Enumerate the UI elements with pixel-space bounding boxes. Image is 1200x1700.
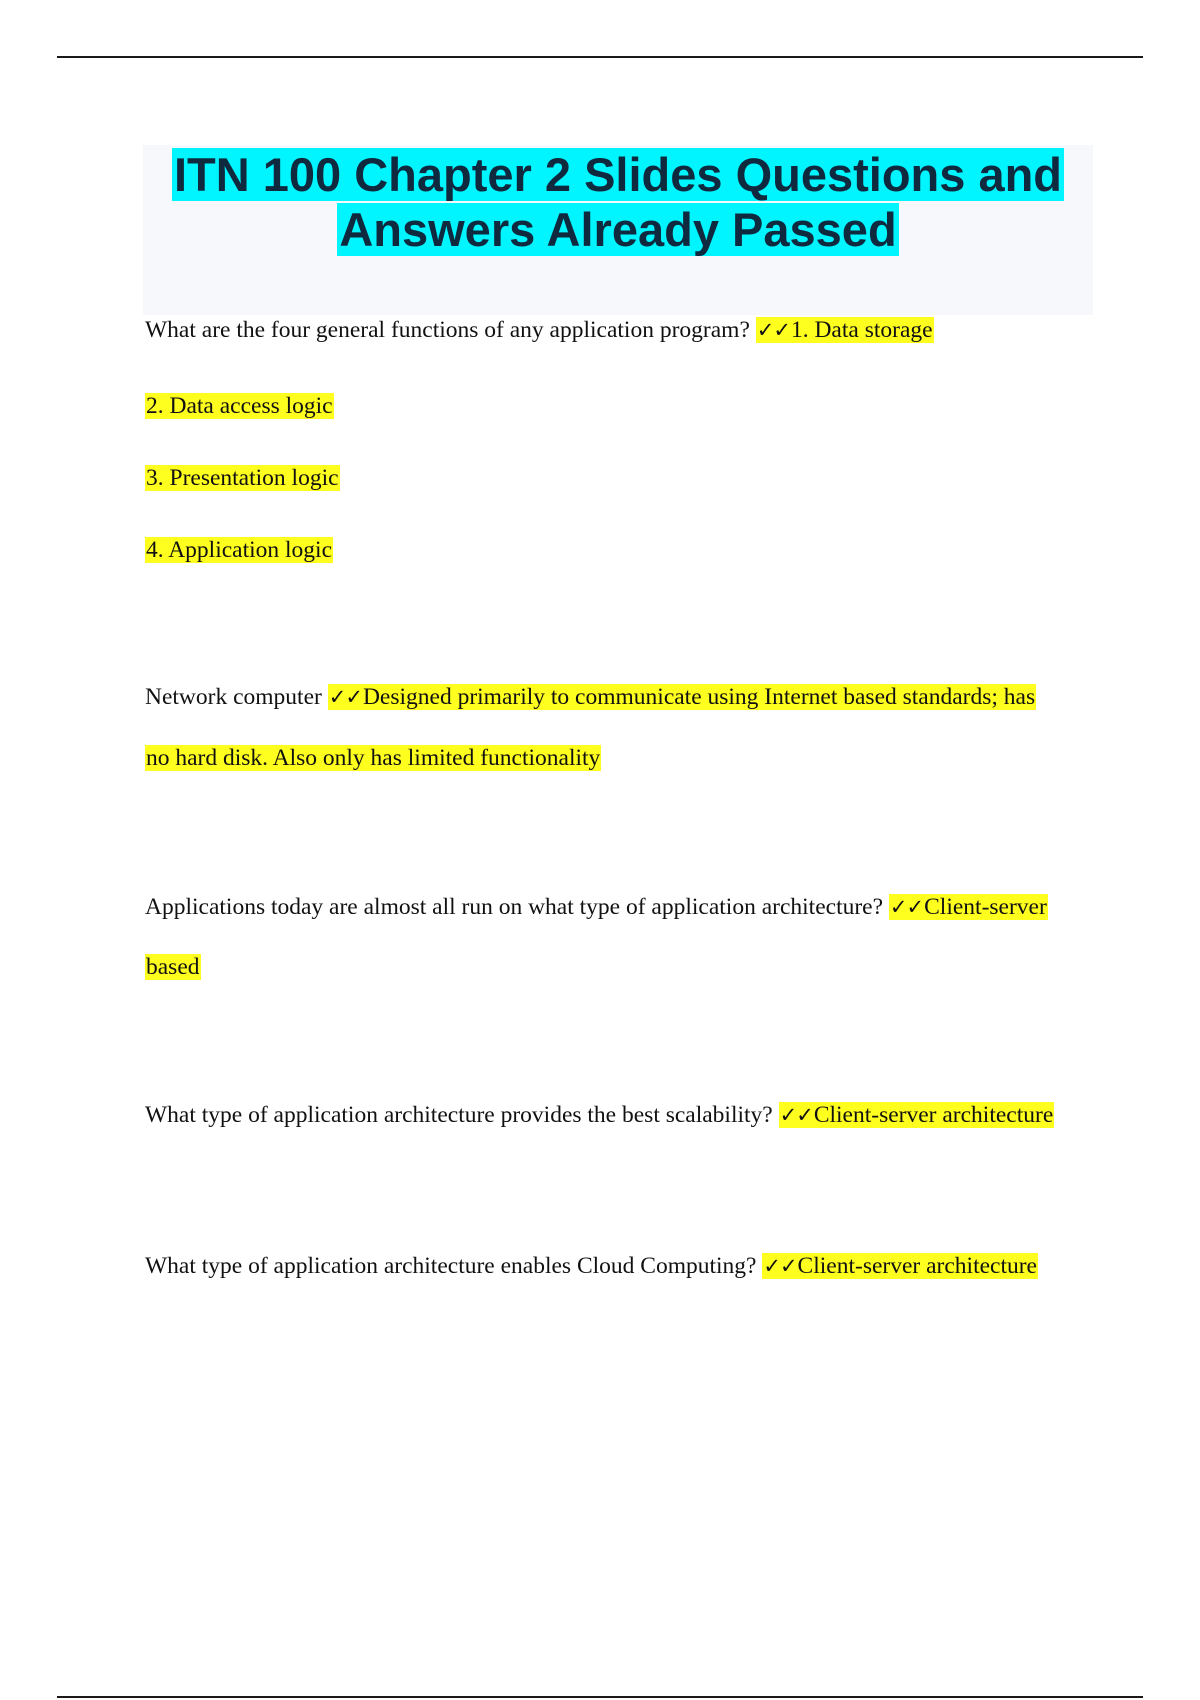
qa-item-1-line-3 xyxy=(145,463,340,493)
answer-text: Designed primarily to communicate using Internet based standards; has xyxy=(362,684,1036,710)
answer-text: 4. Application logic xyxy=(146,537,333,563)
answer-highlight xyxy=(779,1102,1055,1128)
question-text: Applications today are almost all run on what type of application architecture? xyxy=(145,894,884,920)
qa-item-3-line-2 xyxy=(145,952,201,982)
qa-item-1-line-4 xyxy=(145,535,333,565)
answer-highlight xyxy=(889,894,1048,920)
header-rule xyxy=(57,56,1143,58)
question-text: What type of application architecture provides the best scalability? xyxy=(145,1102,773,1128)
answer-highlight xyxy=(762,1253,1038,1279)
answer-text: 1. Data storage xyxy=(790,317,933,343)
answer-text: Client-server xyxy=(924,894,1047,920)
qa-item-1-line-2 xyxy=(145,391,334,421)
qa-item-1-line-1 xyxy=(145,315,934,345)
double-check-icon: ✓✓ xyxy=(779,1103,813,1127)
double-check-icon: ✓✓ xyxy=(889,895,924,919)
question-text: Network computer xyxy=(145,684,322,710)
document-title xyxy=(143,147,1093,257)
qa-item-2-line-1 xyxy=(145,682,1036,712)
double-check-icon: ✓✓ xyxy=(328,685,362,709)
title-block xyxy=(143,145,1093,315)
qa-item-2-line-2 xyxy=(145,743,601,773)
double-check-icon: ✓✓ xyxy=(756,318,790,342)
answer-text: Client-server architecture xyxy=(813,1102,1054,1128)
qa-item-3-line-1 xyxy=(145,892,1048,922)
answer-text: Client-server architecture xyxy=(797,1253,1037,1279)
answer-text: based xyxy=(146,954,200,980)
answer-text: 3. Presentation logic xyxy=(146,465,339,491)
qa-item-5-line-1 xyxy=(145,1251,1038,1281)
answer-text: 2. Data access logic xyxy=(146,393,333,419)
question-text: What type of application architecture enables Cloud Computing? xyxy=(145,1253,757,1279)
footer-rule xyxy=(57,1696,1143,1698)
qa-item-4-line-1 xyxy=(145,1100,1054,1130)
double-check-icon: ✓✓ xyxy=(763,1254,797,1278)
title-line-1: ITN 100 Chapter 2 Slides Questions and xyxy=(173,148,1063,201)
answer-text: no hard disk. Also only has limited functionality xyxy=(146,745,601,771)
title-line-2: Answers Already Passed xyxy=(339,203,897,256)
question-text: What are the four general functions of any application program? xyxy=(145,317,750,343)
answer-highlight xyxy=(328,684,1036,710)
answer-highlight xyxy=(756,317,934,343)
